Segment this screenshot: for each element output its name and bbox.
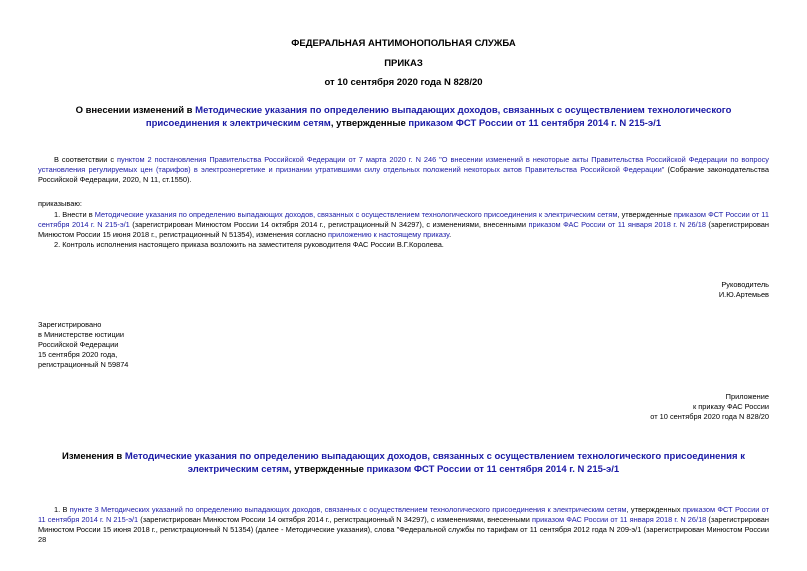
change1-link-guidelines-point3[interactable]: пункте 3 Методических указаний по определению выпадающих доходов, связанных с осуществлением технологического присоединения к электрическим сетям xyxy=(69,505,627,514)
appendix-line: от 10 сентября 2020 года N 828/20 xyxy=(650,412,769,421)
signature-name: И.Ю.Артемьев xyxy=(718,290,769,299)
title-text: , утвержденные xyxy=(330,118,409,129)
registration-line: Зарегистрировано xyxy=(38,320,102,329)
item1-text: . xyxy=(449,230,452,239)
preamble-text: (Собрание законодательства Российской Федерации, 2020, N 11, ст.1550). xyxy=(38,165,769,184)
changes-title-text: , утвержденные xyxy=(288,464,367,475)
agency-name: ФЕДЕРАЛЬНАЯ АНТИМОНОПОЛЬНАЯ СЛУЖБА xyxy=(291,38,516,49)
item1-link-guidelines[interactable]: Методические указания по определению выпадающих доходов, связанных с осуществлением технологического присоединения к электрическим сетям xyxy=(94,210,618,219)
changes-title xyxy=(50,450,757,476)
item1-text: (зарегистрирован Минюстом России 15 июня 2018 г., регистрационный N 51354), изменения согласно xyxy=(38,220,769,239)
signature-role: Руководитель xyxy=(721,280,769,289)
registration-line: в Министерстве юстиции xyxy=(38,330,125,339)
registration-line: 15 сентября 2020 года, xyxy=(38,350,118,359)
change1-text: (зарегистрирован Минюстом России 15 июня 2018 г., регистрационный N 51354) (далее - Методические указания), слова "Федеральной службы по тарифам от 11 сентября 2012 года N 209-э/1 (зарегистрирован Минюстом России 28 xyxy=(38,515,769,544)
item1-text: (зарегистрирован Минюстом России 14 октября 2014 г., регистрационный N 34297), с изменениями, внесенными xyxy=(129,220,529,229)
item1-link-fst-order[interactable]: приказом ФСТ России от 11 сентября 2014 г. N 215-э/1 xyxy=(38,210,769,229)
preamble-text: В соответствии с xyxy=(54,155,117,164)
document-type: ПРИКАЗ xyxy=(384,58,423,69)
appendix-line: к приказу ФАС России xyxy=(693,402,769,411)
registration-block xyxy=(38,320,128,370)
appendix-line: Приложение xyxy=(725,392,769,401)
item1-text: , утвержденные xyxy=(617,210,674,219)
change1-link-fas-order[interactable]: приказом ФАС России от 11 января 2018 г. N 26/18 xyxy=(531,515,707,524)
document-date: от 10 сентября 2020 года N 828/20 xyxy=(324,77,483,88)
appendix-block xyxy=(650,392,769,422)
change1-text: , утвержденных xyxy=(626,505,683,514)
change1-link-fst-order[interactable]: приказом ФСТ России от 11 сентября 2014 г. N 215-э/1 xyxy=(38,505,769,524)
registration-line: регистрационный N 59874 xyxy=(38,360,129,369)
order-word: приказываю: xyxy=(38,199,82,208)
registration-line: Российской Федерации xyxy=(38,340,119,349)
preamble-link-resolution[interactable]: пунктом 2 постановления Правительства Российской Федерации от 7 марта 2020 г. N 246 "О внесении изменений в некоторые акты Правительства Российской Федерации по вопросу установления регулируемых цен (тарифов) в электроэнергетике и признании утратившими силу отдельных положений некоторых актов Правительства Российской Федерации" xyxy=(38,155,769,174)
change-item-1 xyxy=(38,505,769,545)
title-link-guidelines[interactable]: Методические указания по определению выпадающих доходов, связанных с осуществлением технологического присоединения к электрическим сетям xyxy=(145,105,732,129)
title-text: О внесении изменений в xyxy=(75,105,196,116)
order-item-1 xyxy=(38,210,769,240)
preamble-paragraph xyxy=(38,155,769,185)
item1-link-fas-order[interactable]: приказом ФАС России от 11 января 2018 г. N 26/18 xyxy=(528,220,706,229)
order-item-2: 2. Контроль исполнения настоящего приказа возложить на заместителя руководителя ФАС России В.Г.Королева. xyxy=(54,240,444,249)
changes-title-text: Изменения в xyxy=(62,451,125,462)
item1-link-appendix[interactable]: приложению к настоящему приказу xyxy=(328,230,450,239)
changes-title-link-guidelines[interactable]: Методические указания по определению выпадающих доходов, связанных с осуществлением технологического присоединения к электрическим сетям xyxy=(124,451,745,475)
change1-text: 1. В xyxy=(54,505,70,514)
change1-text: (зарегистрирован Минюстом России 14 октября 2014 г., регистрационный N 34297), с изменениями, внесенными xyxy=(138,515,532,524)
changes-title-link-fst-order[interactable]: приказом ФСТ России от 11 сентября 2014 г. N 215-э/1 xyxy=(366,464,620,475)
item1-text: 1. Внести в xyxy=(54,210,95,219)
title-link-fst-order[interactable]: приказом ФСТ России от 11 сентября 2014 г. N 215-э/1 xyxy=(408,118,662,129)
document-title xyxy=(50,104,757,130)
